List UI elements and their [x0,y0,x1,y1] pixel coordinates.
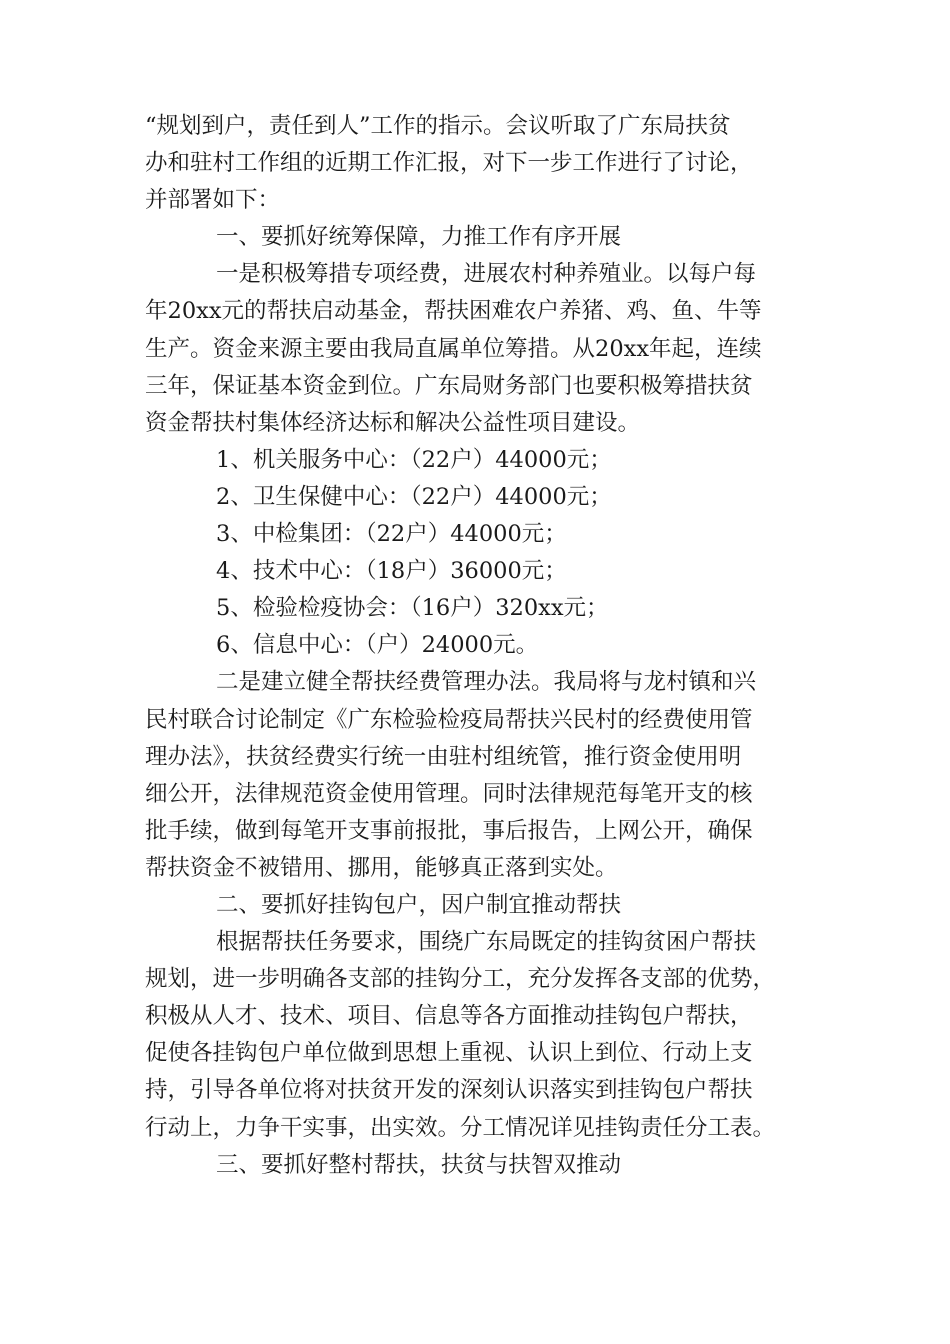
text-line: 并部署如下： [145,187,281,214]
text-line: 批手续，做到每笔开支事前报批，事后报告，上网公开，确保 [145,817,753,844]
list-item: 5、检验检疫协会：（16户）320xx元； [216,595,609,622]
list-item: 6、信息中心：（户）24000元。 [216,632,539,659]
text-line: 资金帮扶村集体经济达标和解决公益性项目建设。 [145,409,641,436]
paragraph-start: 根据帮扶任务要求，围绕广东局既定的挂钩贫困户帮扶 [216,929,757,956]
section-heading-1: 一、要抓好统筹保障，力推工作有序开展 [216,224,622,251]
section-heading-3: 三、要抓好整村帮扶，扶贫与扶智双推动 [216,1151,622,1178]
text-line: 民村联合讨论制定《广东检验检疫局帮扶兴民村的经费使用管 [145,706,753,733]
text-line: 三年，保证基本资金到位。广东局财务部门也要积极筹措扶贫 [145,372,753,399]
paragraph-start: 二是建立健全帮扶经费管理办法。我局将与龙村镇和兴 [216,669,757,696]
text-line: “规划到户，责任到人”工作的指示。会议听取了广东局扶贫 [145,113,731,139]
text-line: 规划，进一步明确各支部的挂钩分工，充分发挥各支部的优势， [145,966,776,993]
text-line: 生产。资金来源主要由我局直属单位筹措。从20xx年起，连续 [145,335,762,362]
text-line: 理办法》，扶贫经费实行统一由驻村组统管，推行资金使用明 [145,743,742,770]
list-item: 4、技术中心：（18户）36000元； [216,558,567,585]
text-line: 持，引导各单位将对扶贫开发的深刻认识落实到挂钩包户帮扶 [145,1077,753,1104]
text-line: 办和驻村工作组的近期工作汇报，对下一步工作进行了讨论， [145,150,753,177]
text-line: 促使各挂钩包户单位做到思想上重视、认识上到位、行动上支 [145,1040,753,1067]
text-line: 帮扶资金不被错用、挪用，能够真正落到实处。 [145,854,618,881]
list-item: 3、中检集团：（22户）44000元； [216,521,567,548]
document-body [145,108,805,1184]
list-item: 1、机关服务中心：（22户）44000元； [216,446,612,473]
paragraph-start: 一是积极筹措专项经费，进展农村种养殖业。以每户每 [216,261,757,288]
text-line: 积极从人才、技术、项目、信息等各方面推动挂钩包户帮扶， [145,1003,753,1030]
list-item: 2、卫生保健中心：（22户）44000元； [216,483,612,510]
text-line: 行动上，力争干实事，出实效。分工情况详见挂钩责任分工表。 [145,1114,776,1141]
section-heading-2: 二、要抓好挂钩包户，因户制宜推动帮扶 [216,891,622,918]
text-line: 细公开，法律规范资金使用管理。同时法律规范每笔开支的核 [145,780,753,807]
text-line: 年20xx元的帮扶启动基金，帮扶困难农户养猪、鸡、鱼、牛等 [145,298,762,325]
